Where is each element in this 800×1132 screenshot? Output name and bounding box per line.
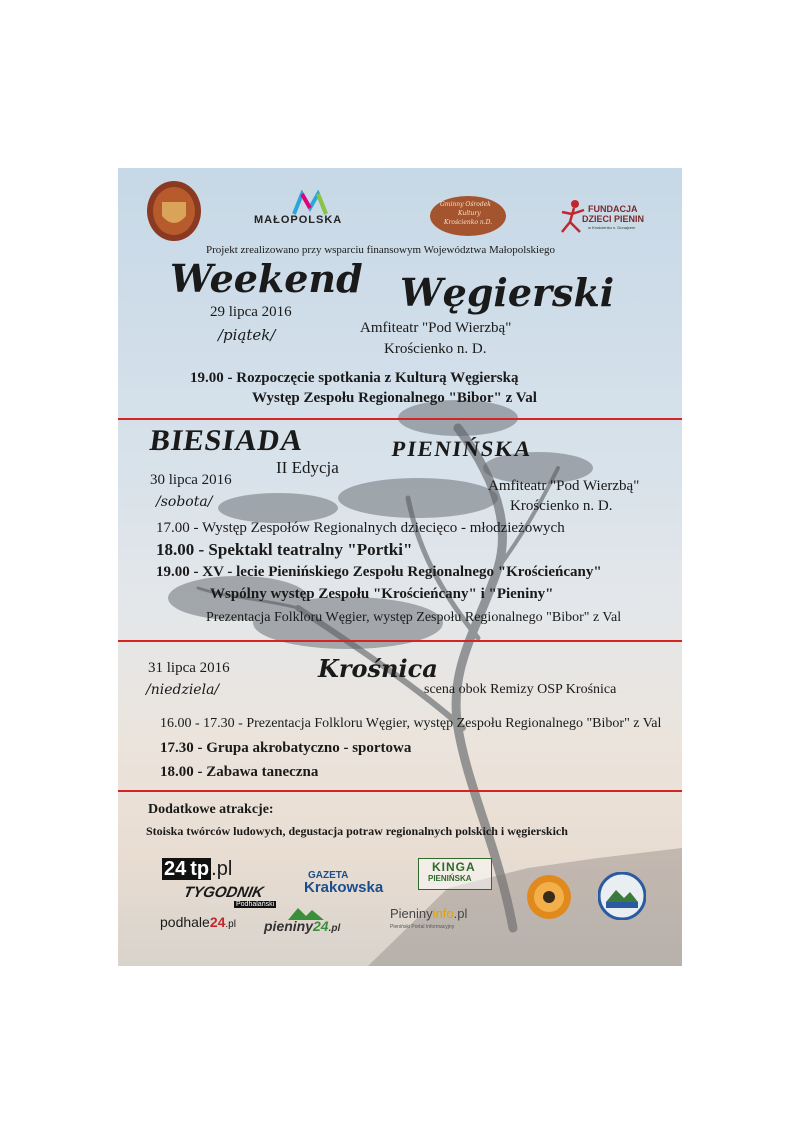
fundacja-logo-line2: DZIECI PIENIN: [582, 214, 645, 224]
biesiada-venue-town: Krościenko n. D.: [510, 498, 613, 514]
podhale24-logo-c: .pl: [225, 919, 236, 930]
weekend-day: /piątek/: [218, 326, 276, 344]
gazeta-krakowska-logo-line2: Krakowska: [304, 879, 384, 896]
gok-logo-line1: Gminny Ośrodek: [440, 201, 491, 208]
pieninyinfo-logo-c: .pl: [453, 906, 468, 921]
pieniny24-logo: [264, 918, 340, 934]
support-note: Projekt zrealizowano przy wsparciu finansowym Województwa Małopolskiego: [206, 244, 555, 256]
malopolska-logo-text: MAŁOPOLSKA: [254, 214, 343, 226]
association-round-logo: [526, 874, 572, 920]
kinga-logo-line2: PIENIŃSKA: [428, 874, 472, 883]
pieninyinfo-logo-a: Pieniny: [390, 906, 433, 921]
podhale24-logo-b: 24: [209, 914, 226, 930]
biesiada-title-part1: BIESIADA: [147, 424, 306, 457]
pieniny24-logo-c: .pl: [328, 923, 341, 934]
tygodnik-logo: TYGODNIK: [182, 884, 265, 901]
kinga-logo-line1: KINGA: [432, 860, 476, 874]
gok-logo-line2: Kultury: [458, 210, 481, 217]
biesiada-venue-name: Amfiteatr "Pod Wierzbą": [488, 478, 640, 494]
podhale24-logo-a: podhale: [160, 914, 210, 930]
pieniny24-logo-a: pieniny: [264, 918, 314, 934]
biesiada-title-part2: PIENIŃSKA: [390, 436, 535, 461]
podhale24-logo: [160, 914, 236, 930]
kroscnica-place: Krośnica: [318, 654, 438, 683]
extras-heading: Dodatkowe atrakcje:: [148, 802, 274, 817]
extras-text: Stoiska twórców ludowych, degustacja potraw regionalnych polskich i węgierskich: [146, 824, 568, 838]
gok-logo-line3: Krościenko n.D.: [444, 219, 493, 226]
kroscnica-program-line1: 16.00 - 17.30 - Prezentacja Folkloru Węgier, występ Zespołu Regionalnego "Bibor" z Val: [160, 716, 662, 731]
pieninyinfo-logo-b: info: [432, 906, 454, 921]
pieniny24-logo-b: 24: [313, 918, 329, 934]
fundacja-logo-line1: FUNDACJA: [588, 204, 638, 214]
pieninyinfo-logo-sub: Pieniński Portal Informacyjny: [390, 924, 455, 930]
kroscnica-date: 31 lipca 2016: [148, 660, 230, 676]
weekend-venue-town: Krościenko n. D.: [384, 341, 487, 357]
tp24-logo-tp: tp: [190, 858, 210, 880]
weekend-program-line2: Występ Zespołu Regionalnego "Bibor" z Val: [252, 390, 537, 406]
kroscnica-day: /niedziela/: [146, 682, 220, 698]
poster: [118, 168, 682, 966]
section-divider: [118, 418, 682, 420]
biesiada-program-line4: Wspólny występ Zespołu "Krościeńcany" i "Pieniny": [210, 586, 554, 602]
weekend-title-part2: Węgierski: [400, 270, 615, 315]
biesiada-program-line5: Prezentacja Folkloru Węgier, występ Zespołu Regionalnego "Bibor" z Val: [206, 610, 622, 625]
weekend-venue-name: Amfiteatr "Pod Wierzbą": [360, 320, 512, 336]
biesiada-edition: II Edycja: [276, 458, 339, 477]
biesiada-date: 30 lipca 2016: [150, 472, 232, 488]
tp24-logo: [162, 858, 232, 881]
gazeta-krakowska-logo-line1: GAZETA: [308, 870, 349, 881]
section-divider: [118, 640, 682, 642]
biesiada-program-line2: 18.00 - Spektakl teatralny "Portki": [156, 540, 413, 559]
section-divider: [118, 790, 682, 792]
weekend-title-part1: Weekend: [170, 256, 363, 301]
biesiada-day: /sobota/: [156, 494, 213, 510]
weekend-date: 29 lipca 2016: [210, 304, 292, 320]
tp24-logo-domain: .pl: [211, 858, 233, 880]
krosciemko-coat-of-arms-logo: [146, 180, 202, 242]
kroscnica-program-line3: 18.00 - Zabawa taneczna: [160, 764, 319, 780]
pieninyinfo-logo: [390, 906, 467, 921]
weekend-program-line1: 19.00 - Rozpoczęcie spotkania z Kulturą Węgierską: [190, 370, 519, 386]
biesiada-program-line3: 19.00 - XV - lecie Pienińskiego Zespołu Regionalnego "Krościeńcany": [156, 564, 602, 580]
fundacja-logo-line3: w Krościenku n. Dunajcem: [588, 225, 636, 230]
kroscnica-program-line2: 17.30 - Grupa akrobatyczno - sportowa: [160, 740, 412, 756]
tygodnik-logo-sub: Podhalański: [236, 901, 275, 908]
pieniny-park-round-logo: [598, 872, 646, 920]
biesiada-program-line1: 17.00 - Występ Zespołów Regionalnych dziecięco - młodzieżowych: [156, 520, 565, 536]
tp24-logo-num: 24: [164, 858, 187, 880]
malopolska-logo-icon: [290, 190, 330, 216]
kroscnica-venue: scena obok Remizy OSP Krośnica: [424, 682, 617, 697]
